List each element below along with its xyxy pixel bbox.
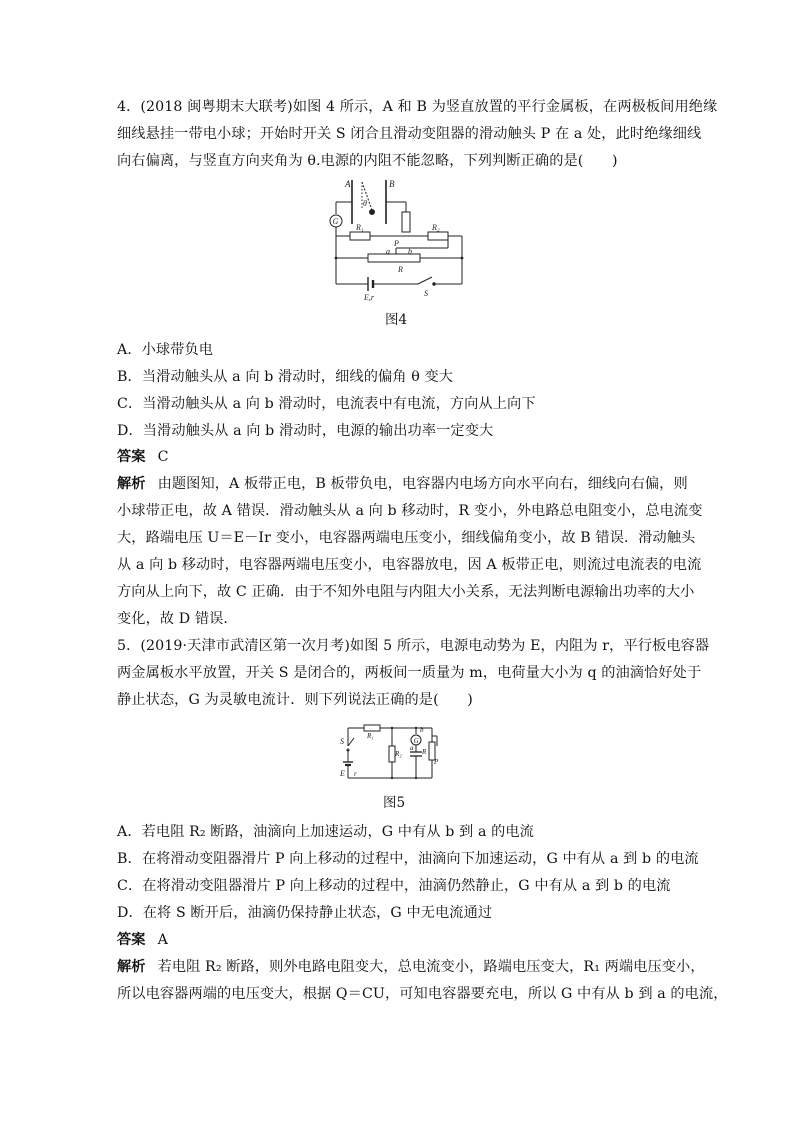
fig5-label-r: R bbox=[422, 748, 427, 756]
q4-option-c: C．当滑动触头从 a 向 b 滑动时，电流表中有电流，方向从上向下 bbox=[117, 396, 536, 412]
fig4-label-b-plate: B bbox=[389, 179, 395, 189]
fig4-label-a-plate: A bbox=[345, 179, 351, 189]
q5-analysis-text-1: 若电阻 R₂ 断路，则外电路电阻变大，总电流变小，路端电压变大，R₁ 两端电压变小， bbox=[157, 959, 705, 975]
q5-stem-line-3: 静止状态，G 为灵敏电流计．则下列说法正确的是( ) bbox=[117, 692, 473, 708]
q5-analysis-label: 解析 bbox=[117, 959, 146, 975]
figure-5-circuit bbox=[340, 720, 440, 790]
fig4-label-r2: R₂ bbox=[432, 223, 440, 232]
q4-option-a: A．小球带负电 bbox=[117, 342, 214, 358]
q4-analysis-line-2: 小球带正电，故 A 错误．滑动触头从 a 向 b 移动时，R 变小，外电路总电阻变小，总电流变 bbox=[117, 503, 703, 519]
q5-option-b: B．在将滑动变阻器滑片 P 向上移动的过程中，油滴向下加速运动，G 中有从 a 到 b 的电流 bbox=[117, 851, 699, 867]
q5-answer-value: A bbox=[157, 932, 168, 948]
fig4-label-p: P bbox=[394, 239, 399, 248]
fig5-label-p: P bbox=[434, 758, 439, 766]
q5-analysis-line-1 bbox=[117, 957, 705, 977]
q4-stem-line-1: 4．(2018 闽粤期末大联考)如图 4 所示，A 和 B 为竖直放置的平行金属板，在两极板间用绝缘 bbox=[117, 99, 718, 115]
q5-option-d: D．在将 S 断开后，油滴仍保持静止状态，G 中无电流通过 bbox=[117, 905, 493, 921]
q4-option-d: D．当滑动触头从 a 向 b 滑动时，电源的输出功率一定变大 bbox=[117, 423, 494, 439]
fig4-label-theta: θ bbox=[363, 199, 367, 208]
fig5-label-b: b bbox=[420, 726, 424, 734]
fig5-label-e: E bbox=[340, 769, 345, 778]
q4-stem-line-3: 向右偏离，与竖直方向夹角为 θ.电源的内阻不能忽略，下列判断正确的是( ) bbox=[117, 153, 618, 169]
q5-option-c: C．在将滑动变阻器滑片 P 向上移动的过程中，油滴仍然静止，G 中有从 a 到 b 的电流 bbox=[117, 878, 671, 894]
fig5-label-galvanometer: G bbox=[413, 737, 419, 745]
q4-answer-row bbox=[117, 447, 169, 467]
q5-analysis-line-2: 所以电容器两端的电压变大，根据 Q＝CU，可知电容器要充电，所以 G 中有从 b 到 a 的电流， bbox=[117, 986, 728, 1002]
q5-option-a: A．若电阻 R₂ 断路，油滴向上加速运动，G 中有从 b 到 a 的电流 bbox=[117, 824, 534, 840]
q4-answer-value: C bbox=[157, 449, 169, 465]
q5-stem-line-1: 5．(2019·天津市武清区第一次月考)如图 5 所示，电源电动势为 E，内阻为 r，平行板电容器 bbox=[117, 638, 710, 654]
q4-analysis-line-3: 大，路端电压 U＝E－Ir 变小，电容器两端电压变小，细线偏角变小，故 B 错误．滑动触头 bbox=[117, 530, 696, 546]
q4-analysis-line-4: 从 a 向 b 移动时，电容器两端电压变小，电容器放电，因 A 板带正电，则流过电流表的电流 bbox=[117, 557, 702, 573]
fig5-label-a: a bbox=[410, 744, 414, 752]
figure-5-caption: 图5 bbox=[383, 795, 406, 811]
fig5-label-s: S bbox=[340, 737, 344, 746]
q4-analysis-line-1 bbox=[117, 474, 688, 494]
fig4-label-a: a bbox=[386, 247, 390, 256]
q4-analysis-label: 解析 bbox=[117, 476, 146, 492]
fig5-label-r2: R₂ bbox=[395, 750, 402, 758]
fig4-label-b: b bbox=[408, 247, 412, 256]
fig4-label-s: S bbox=[424, 289, 428, 298]
fig4-label-r: R bbox=[398, 265, 403, 274]
q4-analysis-text-1: 由题图知，A 板带正电，B 板带负电，电容器内电场方向水平向右，细线向右偏，则 bbox=[157, 476, 688, 492]
figure-4-circuit bbox=[328, 176, 468, 304]
q4-analysis-line-5: 方向从上向下，故 C 正确．由于不知外电阻与内阻大小关系，无法判断电源输出功率的大小 bbox=[117, 584, 695, 600]
fig4-label-galvanometer: G bbox=[332, 217, 339, 226]
q5-answer-row bbox=[117, 930, 168, 950]
q5-stem-line-2: 两金属板水平放置，开关 S 是闭合的，两板间一质量为 m，电荷量大小为 q 的油滴恰好处于 bbox=[117, 665, 702, 681]
figure-4-caption: 图4 bbox=[385, 312, 408, 328]
fig5-label-r-internal: r bbox=[354, 770, 357, 778]
q5-answer-label: 答案 bbox=[117, 932, 146, 948]
fig5-label-r1: R₁ bbox=[367, 732, 374, 740]
q4-stem-line-2: 细线悬挂一带电小球；开始时开关 S 闭合且滑动变阻器的滑动触头 P 在 a 处，此时绝缘细线 bbox=[117, 126, 702, 142]
fig4-label-er: E,r bbox=[364, 293, 374, 302]
q4-option-b: B．当滑动触头从 a 向 b 滑动时，细线的偏角 θ 变大 bbox=[117, 369, 454, 385]
fig4-label-r1: R₁ bbox=[356, 223, 364, 232]
q4-analysis-line-6: 变化，故 D 错误． bbox=[117, 611, 238, 627]
q4-answer-label: 答案 bbox=[117, 449, 146, 465]
